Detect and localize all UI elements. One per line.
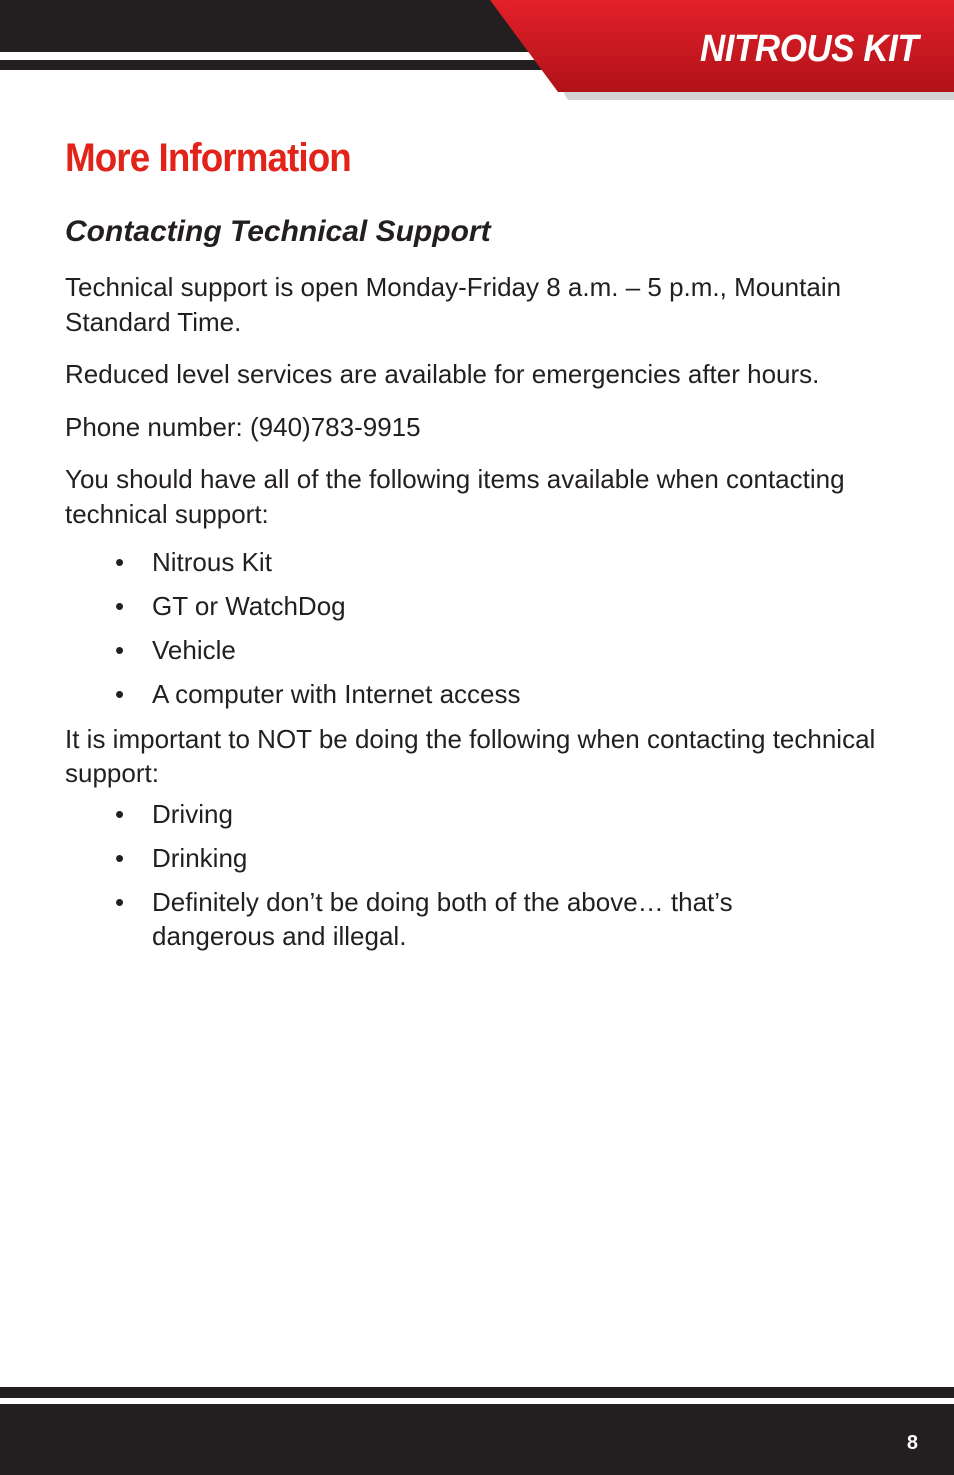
avoid-activities-list bbox=[65, 797, 895, 954]
bullet-icon: • bbox=[115, 842, 125, 873]
required-items-list bbox=[65, 545, 895, 712]
bullet-icon: • bbox=[115, 547, 125, 577]
list-item bbox=[65, 633, 895, 668]
items-intro-paragraph: You should have all of the following items available when contacting technical support: bbox=[65, 464, 845, 529]
list-item-text: GT or WatchDog bbox=[152, 591, 346, 621]
page-footer bbox=[0, 1387, 954, 1475]
list-item bbox=[65, 589, 895, 624]
hours-paragraph: Technical support is open Monday-Friday 8 a.m. – 5 p.m., Mountain Standard Time. bbox=[65, 272, 842, 337]
list-item-text: Nitrous Kit bbox=[152, 547, 272, 577]
page-header bbox=[0, 0, 954, 110]
list-item-text: A computer with Internet access bbox=[152, 679, 521, 709]
page-number: 8 bbox=[906, 1432, 918, 1454]
list-item bbox=[65, 677, 895, 712]
subsection-title: Contacting Technical Support bbox=[65, 215, 491, 248]
not-doing-intro-paragraph: It is important to NOT be doing the following when contacting technical support: bbox=[65, 723, 876, 788]
section-title: More Information bbox=[65, 136, 351, 180]
header-dark-band bbox=[0, 0, 560, 52]
reduced-services-paragraph: Reduced level services are available for emergencies after hours. bbox=[65, 359, 820, 389]
list-item bbox=[65, 545, 895, 580]
list-item-text: Definitely don’t be doing both of the above… that’s dangerous and illegal. bbox=[152, 886, 733, 951]
phone-paragraph: Phone number: (940)783-9915 bbox=[65, 411, 421, 442]
main-content bbox=[65, 132, 895, 963]
header-dark-line bbox=[0, 60, 560, 70]
list-item bbox=[65, 885, 772, 954]
bullet-icon: • bbox=[115, 591, 125, 621]
bullet-icon: • bbox=[115, 886, 125, 917]
bullet-icon: • bbox=[115, 798, 125, 829]
bullet-icon: • bbox=[115, 679, 125, 709]
list-item-text: Vehicle bbox=[152, 635, 236, 665]
footer-line bbox=[0, 1387, 954, 1398]
list-item bbox=[65, 797, 895, 832]
document-title: NITROUS KIT bbox=[699, 28, 918, 70]
bullet-icon: • bbox=[115, 635, 125, 665]
footer-bar bbox=[0, 1404, 954, 1475]
list-item-text: Drinking bbox=[152, 842, 248, 873]
list-item-text: Driving bbox=[152, 798, 233, 829]
list-item bbox=[65, 841, 895, 876]
